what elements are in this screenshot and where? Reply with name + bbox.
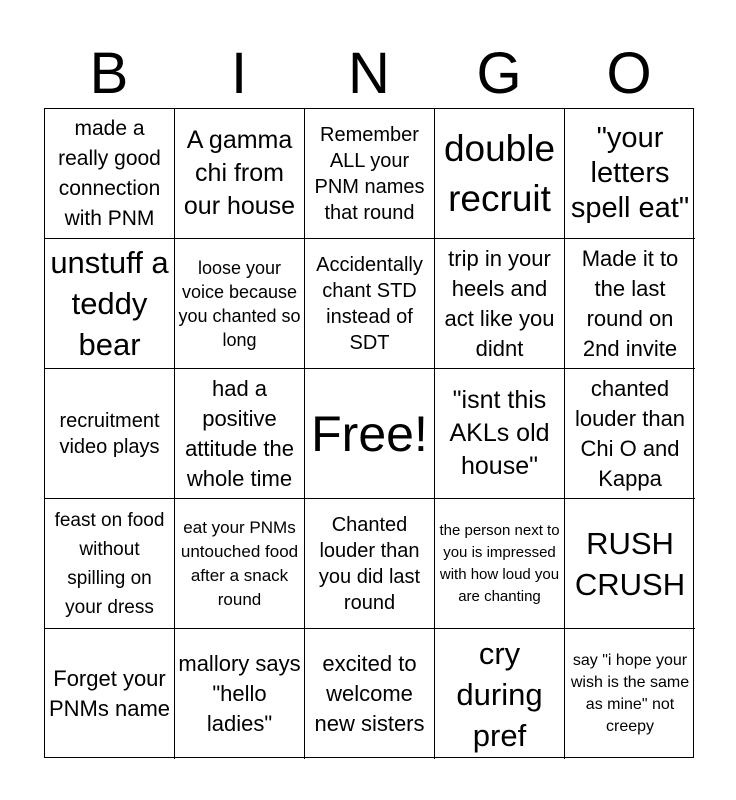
cell-text: RUSH CRUSH [574, 525, 686, 602]
cell-text: cry during pref [456, 635, 543, 753]
cell-text: "isnt this AKLs old house" [449, 386, 550, 480]
header-letter-o: O [606, 41, 652, 106]
bingo-cell[interactable] [565, 109, 695, 239]
bingo-cell[interactable] [45, 109, 175, 239]
bingo-cell[interactable] [435, 239, 565, 369]
cell-text: recruitment video plays [59, 409, 160, 458]
bingo-cell[interactable] [175, 629, 305, 759]
cell-text: trip in your heels and act like you didnt [444, 245, 555, 361]
bingo-header [44, 40, 694, 108]
cell-text: feast on food without spilling on your dress [54, 509, 165, 618]
bingo-cell[interactable] [175, 499, 305, 629]
cell-text: made a really good connection with PNM [58, 116, 161, 230]
header-letter-g: G [476, 41, 522, 106]
cell-text: had a positive attitude the whole time [185, 375, 294, 491]
free-space-text: Free! [311, 405, 428, 462]
cell-text: say "i hope your wish is the same as mine" not creepy [570, 652, 690, 735]
header-letter-i: I [230, 41, 248, 106]
bingo-cell[interactable] [45, 499, 175, 629]
bingo-cell[interactable] [305, 109, 435, 239]
bingo-cell[interactable] [565, 499, 695, 629]
bingo-cell[interactable] [175, 109, 305, 239]
bingo-board [44, 108, 694, 758]
cell-text: double recruit [443, 127, 556, 219]
cell-text: mallory says "hello ladies" [178, 651, 301, 736]
bingo-cell[interactable] [175, 369, 305, 499]
bingo-cell[interactable] [45, 629, 175, 759]
cell-text: Chanted louder than you did last round [318, 513, 421, 614]
bingo-cell[interactable] [305, 629, 435, 759]
cell-text: eat your PNMs untouched food after a snack round [180, 517, 299, 609]
header-letter-n: N [348, 41, 390, 106]
bingo-cell[interactable] [305, 239, 435, 369]
bingo-cell[interactable] [565, 239, 695, 369]
bingo-cell[interactable] [565, 629, 695, 759]
bingo-cell[interactable] [45, 239, 175, 369]
bingo-cell[interactable] [435, 499, 565, 629]
cell-text: Remember ALL your PNM names that round [314, 123, 425, 224]
bingo-cell[interactable] [45, 369, 175, 499]
cell-text: Accidentally chant STD instead of SDT [316, 253, 423, 354]
cell-text: excited to welcome new sisters [314, 651, 425, 736]
bingo-cell[interactable] [435, 109, 565, 239]
cell-text: Forget your PNMs name [48, 666, 171, 721]
cell-text: the person next to you is impressed with how loud you are chanting [439, 521, 560, 605]
cell-text: Made it to the last round on 2nd invite [581, 245, 679, 361]
bingo-cell[interactable] [565, 369, 695, 499]
bingo-cell[interactable] [435, 369, 565, 499]
free-space-cell[interactable] [305, 369, 435, 499]
cell-text: unstuff a teddy bear [50, 245, 169, 362]
cell-text: loose your voice because you chanted so long [178, 257, 301, 350]
header-letter-b: B [89, 41, 129, 106]
cell-text: A gamma chi from our house [183, 126, 296, 220]
bingo-cell[interactable] [305, 499, 435, 629]
bingo-cell[interactable] [435, 629, 565, 759]
bingo-cell[interactable] [175, 239, 305, 369]
cell-text: chanted louder than Chi O and Kappa [574, 375, 686, 491]
cell-text: "your letters spell eat" [570, 122, 690, 224]
